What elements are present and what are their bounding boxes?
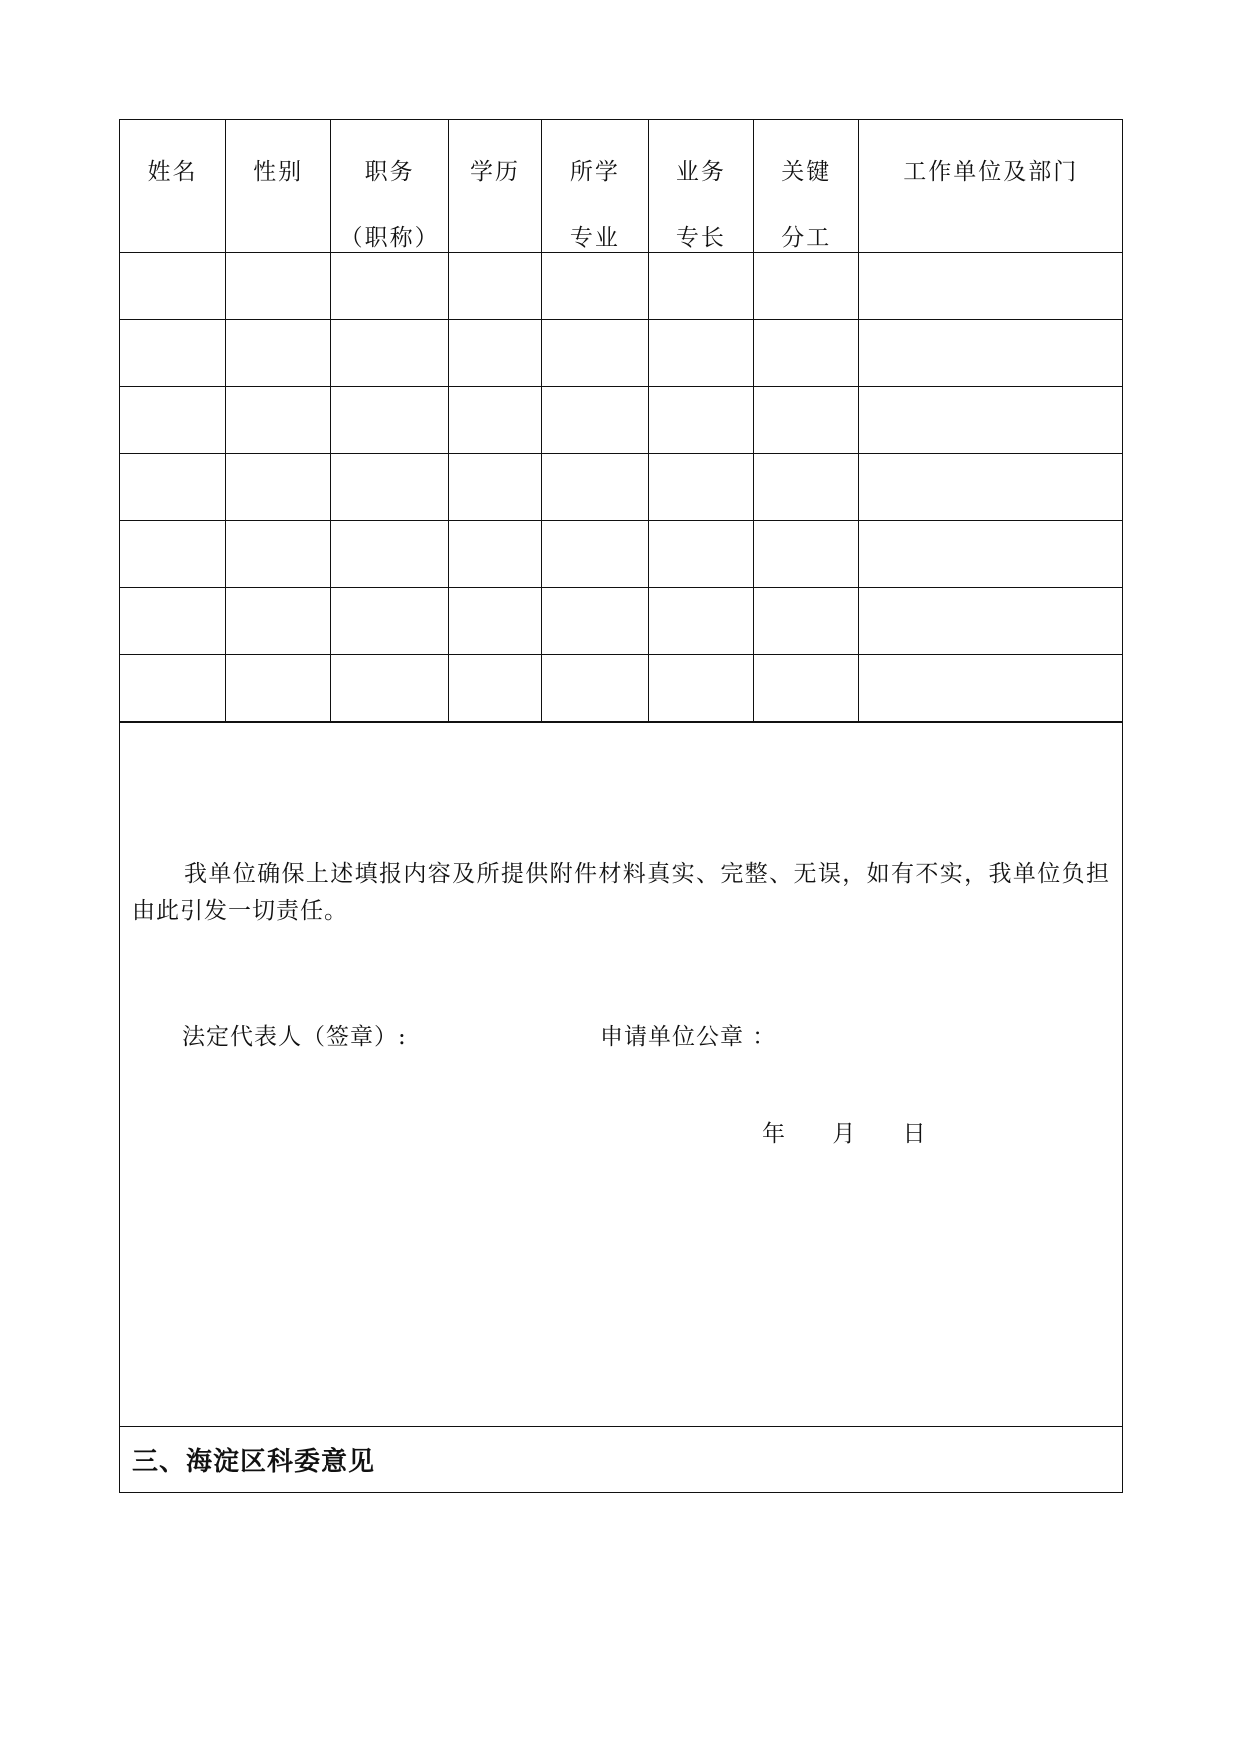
table-cell[interactable]	[859, 320, 1122, 387]
table-cell[interactable]	[542, 320, 649, 387]
table-cell[interactable]	[648, 588, 753, 655]
table-cell[interactable]	[120, 588, 225, 655]
table-cell[interactable]	[859, 655, 1122, 722]
table-cell[interactable]	[448, 588, 541, 655]
table-cell[interactable]	[542, 253, 649, 320]
date-month-label: 月	[832, 1121, 856, 1147]
table-row	[120, 521, 1122, 588]
table-cell[interactable]	[859, 387, 1122, 454]
table-cell[interactable]	[331, 253, 449, 320]
table-row	[120, 588, 1122, 655]
declaration-text: 我单位确保上述填报内容及所提供附件材料真实、完整、无误，如有不实，我单位负担由此引发一切责任。	[132, 861, 1110, 924]
table-cell[interactable]	[120, 521, 225, 588]
table-cell[interactable]	[225, 655, 330, 722]
legal-representative-signature-label: 法定代表人（签章）:	[182, 1024, 407, 1050]
table-cell[interactable]	[331, 387, 449, 454]
table-cell[interactable]	[225, 588, 330, 655]
table-cell[interactable]	[859, 521, 1122, 588]
header-name: 姓名	[120, 120, 225, 253]
table-cell[interactable]	[754, 387, 859, 454]
table-row	[120, 320, 1122, 387]
table-cell[interactable]	[331, 454, 449, 521]
table-row	[120, 454, 1122, 521]
table-cell[interactable]	[331, 320, 449, 387]
table-cell[interactable]	[648, 387, 753, 454]
table-cell[interactable]	[754, 253, 859, 320]
table-cell[interactable]	[648, 655, 753, 722]
table-header-row	[120, 120, 1122, 253]
table-cell[interactable]	[859, 588, 1122, 655]
date-line	[762, 1115, 966, 1148]
table-cell[interactable]	[542, 588, 649, 655]
table-cell[interactable]	[448, 320, 541, 387]
table-cell[interactable]	[448, 655, 541, 722]
table-cell[interactable]	[225, 521, 330, 588]
declaration-section	[120, 722, 1122, 1426]
table-cell[interactable]	[225, 454, 330, 521]
header-position: 职务 （职称）	[331, 120, 449, 253]
table-cell[interactable]	[331, 521, 449, 588]
table-cell[interactable]	[225, 253, 330, 320]
table-cell[interactable]	[225, 320, 330, 387]
table-cell[interactable]	[859, 253, 1122, 320]
table-cell[interactable]	[120, 655, 225, 722]
table-cell[interactable]	[648, 454, 753, 521]
header-work-unit: 工作单位及部门	[859, 120, 1122, 253]
section-three-heading: 三、海淀区科委意见	[120, 1426, 1122, 1492]
table-cell[interactable]	[754, 588, 859, 655]
staff-table	[120, 120, 1122, 722]
table-cell[interactable]	[648, 521, 753, 588]
date-year-label: 年	[762, 1121, 785, 1147]
table-row	[120, 387, 1122, 454]
header-major: 所学 专业	[542, 120, 649, 253]
header-key-role: 关键 分工	[754, 120, 859, 253]
header-expertise: 业务 专长	[648, 120, 753, 253]
table-cell[interactable]	[754, 655, 859, 722]
table-cell[interactable]	[648, 320, 753, 387]
table-cell[interactable]	[542, 454, 649, 521]
table-cell[interactable]	[331, 588, 449, 655]
table-cell[interactable]	[754, 320, 859, 387]
table-cell[interactable]	[120, 320, 225, 387]
table-cell[interactable]	[648, 253, 753, 320]
table-cell[interactable]	[448, 253, 541, 320]
table-cell[interactable]	[120, 387, 225, 454]
table-cell[interactable]	[542, 387, 649, 454]
table-row	[120, 253, 1122, 320]
table-cell[interactable]	[448, 521, 541, 588]
application-form	[119, 119, 1123, 1493]
header-gender: 性别	[225, 120, 330, 253]
table-cell[interactable]	[859, 454, 1122, 521]
table-cell[interactable]	[120, 253, 225, 320]
header-education: 学历	[448, 120, 541, 253]
table-row	[120, 655, 1122, 722]
table-cell[interactable]	[542, 655, 649, 722]
table-cell[interactable]	[120, 454, 225, 521]
table-cell[interactable]	[754, 454, 859, 521]
table-cell[interactable]	[754, 521, 859, 588]
table-cell[interactable]	[448, 454, 541, 521]
table-cell[interactable]	[331, 655, 449, 722]
table-cell[interactable]	[225, 387, 330, 454]
date-day-label: 日	[902, 1121, 926, 1147]
applicant-seal-label: 申请单位公章 ：	[600, 1024, 777, 1050]
table-cell[interactable]	[542, 521, 649, 588]
table-cell[interactable]	[448, 387, 541, 454]
